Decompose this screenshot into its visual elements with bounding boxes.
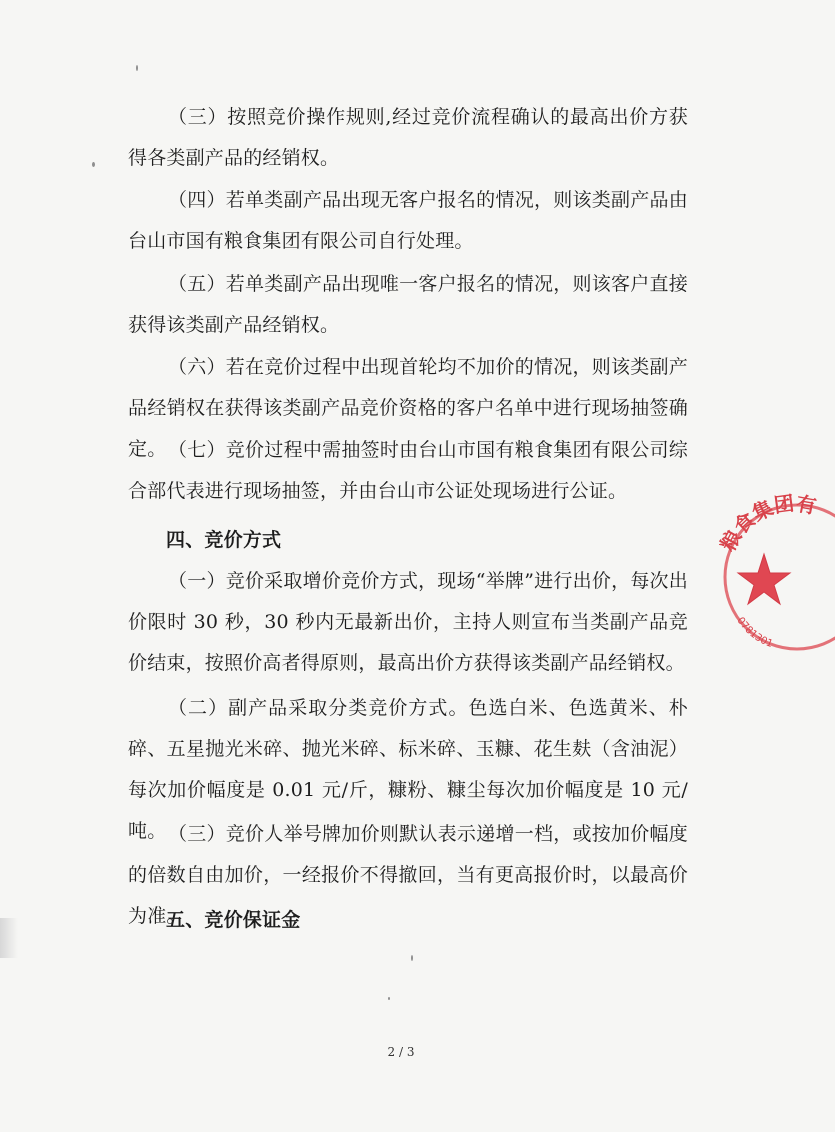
section-heading-bidding-method: 四、竞价方式 bbox=[166, 529, 282, 551]
scan-speck bbox=[136, 65, 138, 71]
scan-edge-mark bbox=[0, 918, 18, 958]
section-heading-deposit: 五、竞价保证金 bbox=[166, 909, 301, 931]
official-seal bbox=[715, 485, 835, 670]
bidding-method-paragraph-1: （一）竞价采取增价竞价方式，现场“举牌”进行出价，每次出价限时 30 秒，30 秒内无最新出价，主持人则宣布当类副产品竞价结束，按照价高者得原则，最高出价方获得该类副产品经销权。 bbox=[128, 570, 688, 674]
paragraph-4: （四）若单类副产品出现无客户报名的情况，则该类副产品由台山市国有粮食集团有限公司自行处理。 bbox=[128, 189, 688, 252]
paragraph-6: （六）若在竞价过程中出现首轮均不加价的情况，则该类副产品经销权在获得该类副产品竞价资格的客户名单中进行现场抽签确定。 bbox=[128, 356, 688, 460]
seal-arc-text: 粮食集团有 bbox=[715, 490, 819, 556]
paragraph-7: （七）竞价过程中需抽签时由台山市国有粮食集团有限公司综合部代表进行现场抽签，并由台山市公证处现场进行公证。 bbox=[128, 439, 688, 502]
scan-speck bbox=[411, 955, 413, 961]
bidding-method-paragraph-3: （三）竞价人举号牌加价则默认表示递增一档，或按加价幅度的倍数自由加价，一经报价不得撤回，当有更高报价时，以最高价为准。 bbox=[128, 823, 688, 927]
paragraph-5: （五）若单类副产品出现唯一客户报名的情况，则该客户直接获得该类副产品经销权。 bbox=[128, 273, 688, 336]
seal-serial-number: 0781301 bbox=[734, 615, 775, 651]
bidding-method-paragraph-2: （二）副产品采取分类竞价方式。色选白米、色选黄米、朴碎、五星抛光米碎、抛光米碎、标米碎、玉糠、花生麸（含油泥）每次加价幅度是 0.01 元/斤，糠粉、糠尘每次加价幅度是 10 元/吨。 bbox=[128, 697, 688, 842]
page-number: 2 / 3 bbox=[387, 1045, 415, 1059]
scan-speck bbox=[92, 162, 95, 167]
paragraph-3: （三）按照竞价操作规则,经过竞价流程确认的最高出价方获得各类副产品的经销权。 bbox=[128, 106, 688, 169]
seal-star-icon bbox=[738, 554, 790, 604]
scan-speck bbox=[388, 997, 390, 1000]
